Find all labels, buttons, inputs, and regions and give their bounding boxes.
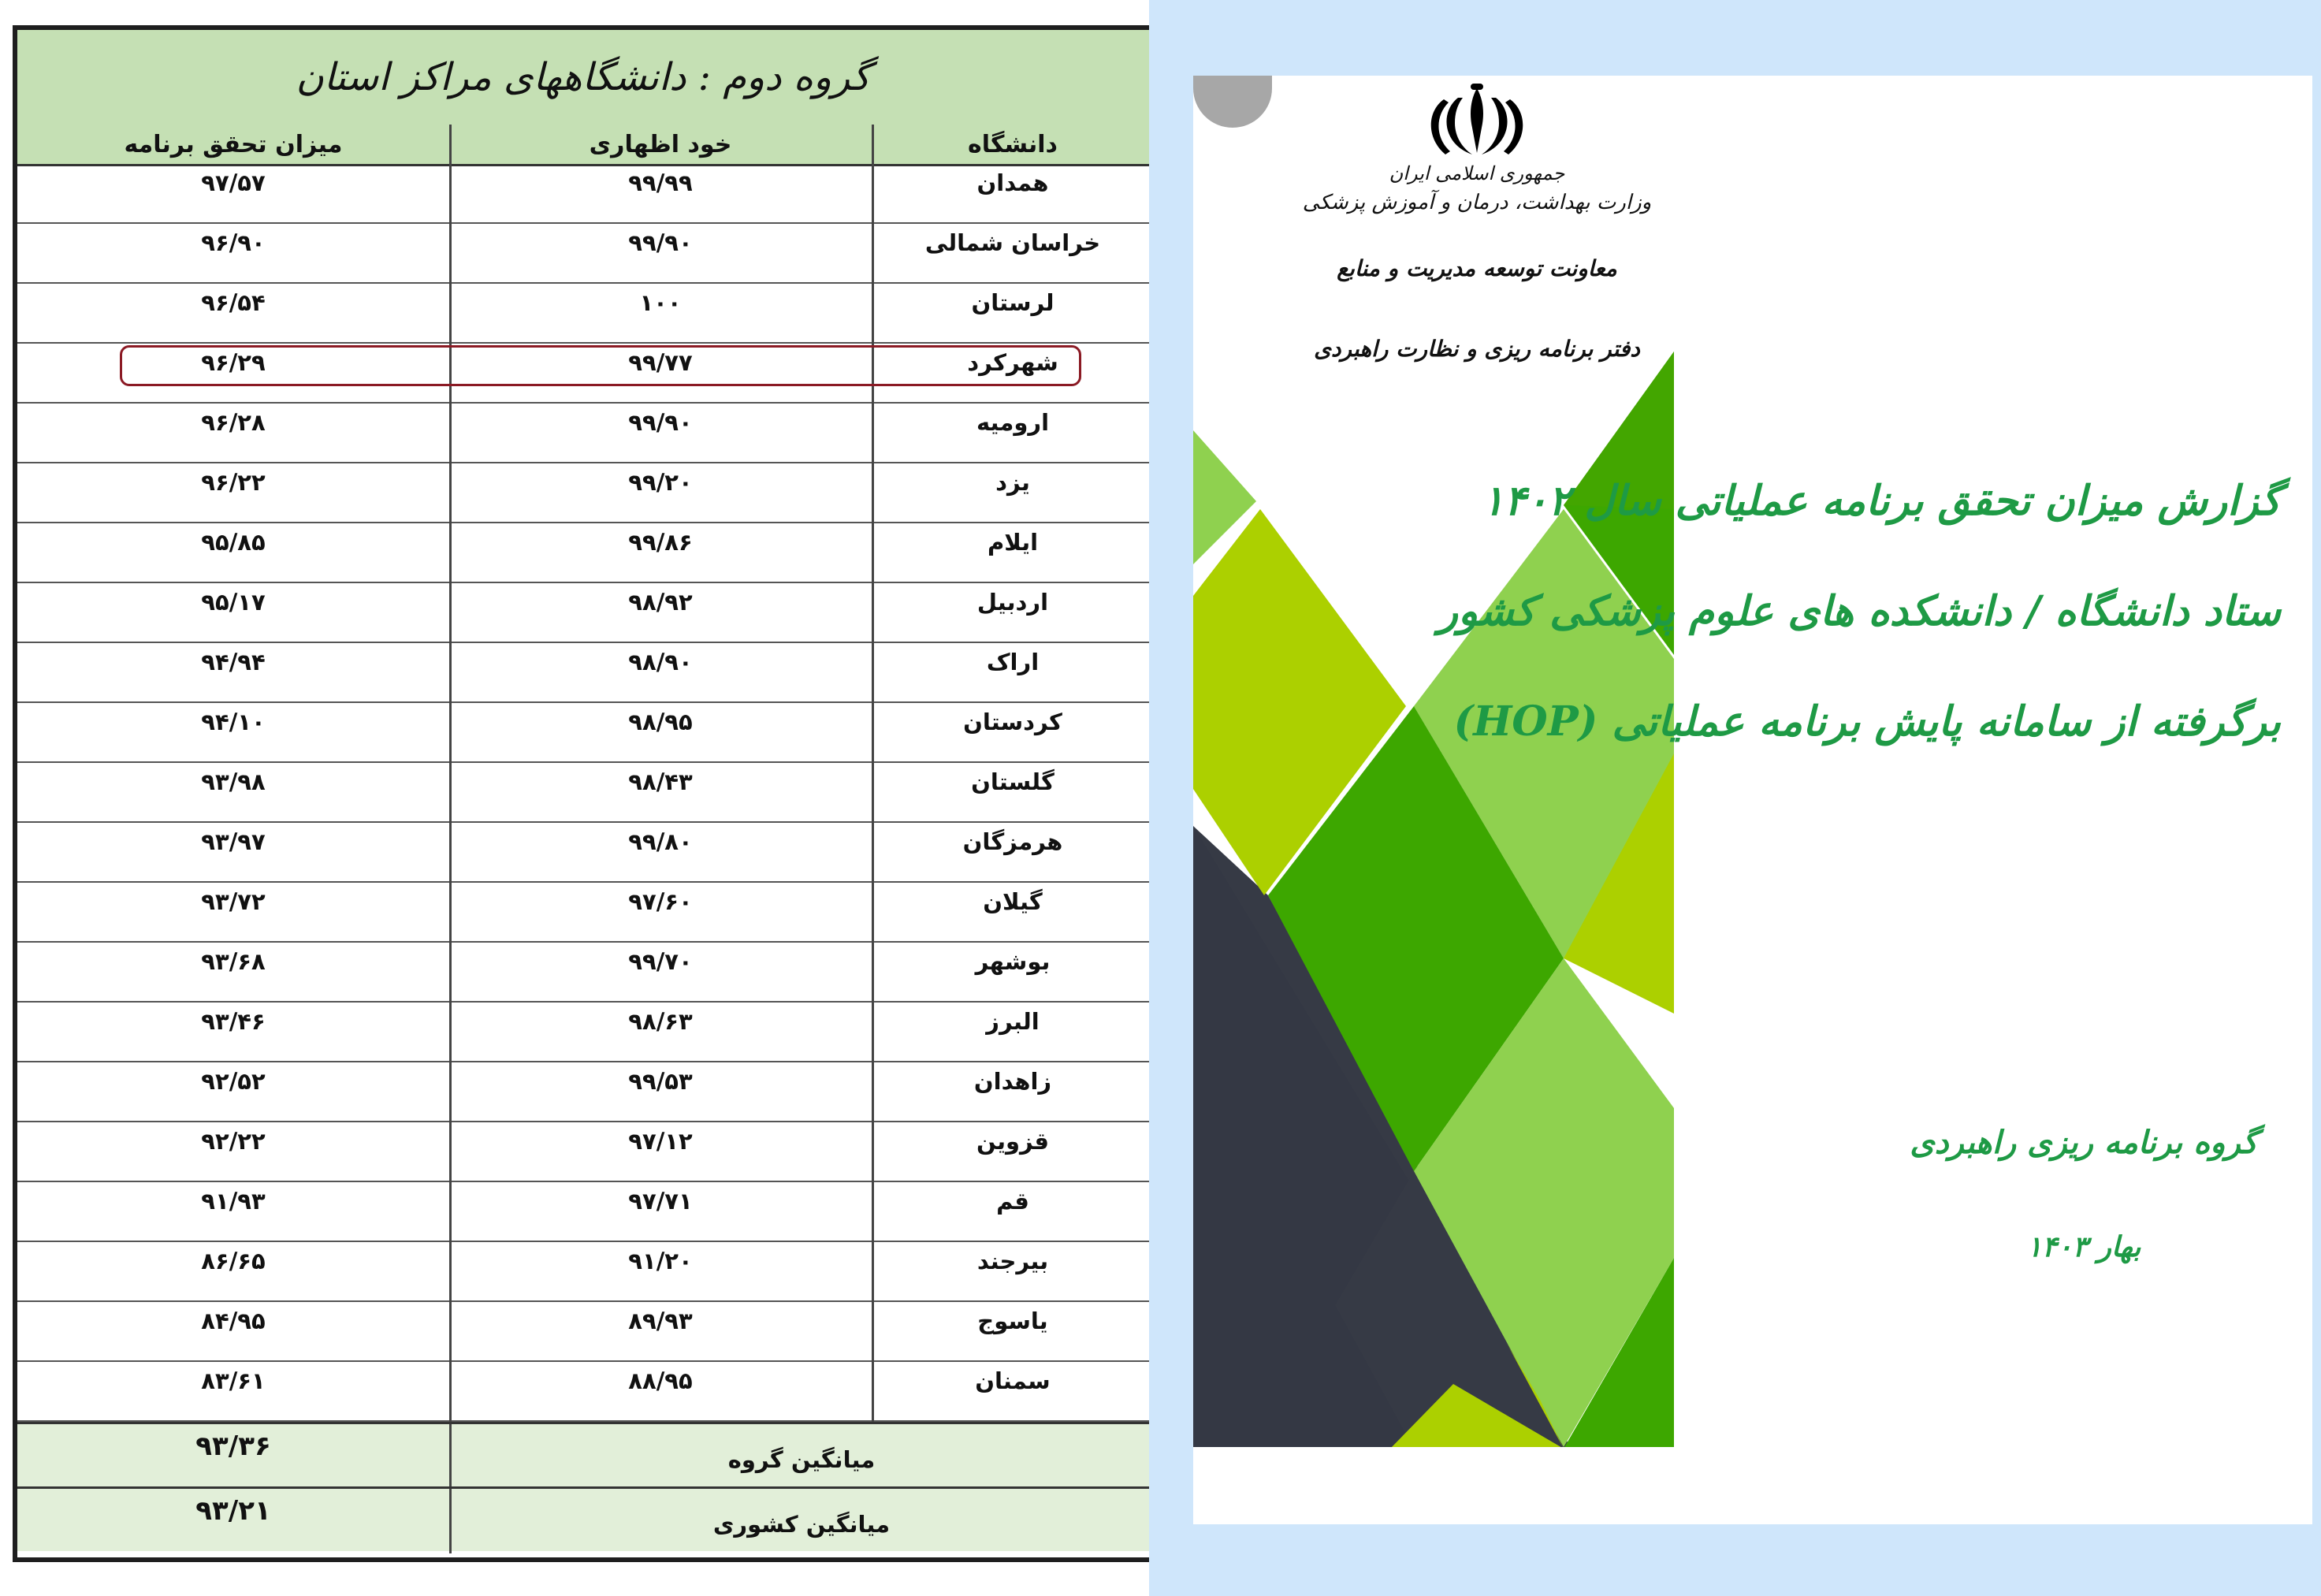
self-report-cell: ۹۸/۴۳ <box>628 768 693 795</box>
achievement-cell: ۹۶/۹۰ <box>201 229 266 256</box>
self-report-cell: ۹۷/۷۱ <box>628 1188 693 1215</box>
achievement-cell: ۸۴/۹۵ <box>201 1308 266 1334</box>
achievement-cell: ۹۶/۲۹ <box>201 349 266 376</box>
self-report-cell: ۹۱/۲۰ <box>628 1248 693 1274</box>
university-cell: قزوین <box>976 1128 1050 1155</box>
achievement-cell: ۹۳/۶۸ <box>201 948 266 975</box>
ministry-name: وزارت بهداشت، درمان و آموزش پزشکی <box>1302 191 1652 214</box>
ranking-table <box>13 25 1149 1562</box>
column-header-university: دانشگاه <box>968 131 1058 158</box>
self-report-cell: ۹۹/۹۰ <box>628 229 693 256</box>
report-title-line-3: برگرفته از سامانه پایش برنامه عملیاتی (HOP) <box>1453 698 2281 746</box>
highlight-outline-shahrekord <box>120 345 1081 386</box>
table-row <box>17 164 1149 224</box>
self-report-cell: ۹۹/۹۰ <box>628 409 693 436</box>
university-cell: کردستان <box>963 709 1062 735</box>
university-cell: یاسوج <box>977 1308 1048 1334</box>
achievement-cell: ۹۵/۱۷ <box>201 589 266 616</box>
table-row <box>17 1362 1149 1422</box>
table-row <box>17 643 1149 703</box>
table-row <box>17 1003 1149 1062</box>
national-average-label: میانگین کشوری <box>712 1511 891 1538</box>
university-cell: البرز <box>986 1008 1040 1035</box>
university-cell: خراسان شمالی <box>924 229 1101 256</box>
university-cell: اردبیل <box>976 589 1049 616</box>
self-report-cell: ۹۹/۷۰ <box>628 948 693 975</box>
self-report-cell: ۹۹/۹۹ <box>628 169 693 196</box>
university-cell: گلستان <box>971 768 1054 795</box>
university-cell: سمنان <box>975 1367 1051 1394</box>
column-divider <box>872 125 874 1422</box>
achievement-cell: ۹۴/۹۴ <box>201 649 266 675</box>
achievement-cell: ۹۳/۴۶ <box>201 1008 266 1035</box>
self-report-cell: ۱۰۰ <box>639 289 682 316</box>
self-report-cell: ۹۹/۷۷ <box>628 349 693 376</box>
report-title-line-2: ستاد دانشگاه / دانشکده های علوم پزشکی کشور <box>1438 587 2281 635</box>
self-report-cell: ۸۸/۹۵ <box>628 1367 693 1394</box>
university-cell: لرستان <box>971 289 1054 316</box>
achievement-cell: ۹۷/۵۷ <box>201 169 266 196</box>
self-report-cell: ۹۸/۹۲ <box>628 589 693 616</box>
achievement-cell: ۸۳/۶۱ <box>201 1367 266 1394</box>
column-divider <box>449 125 452 1422</box>
table-header-row <box>17 125 1149 166</box>
column-header-self-report: خود اظهاری <box>589 131 732 158</box>
self-report-cell: ۸۹/۹۳ <box>628 1308 693 1334</box>
self-report-cell: ۹۹/۸۶ <box>628 529 693 556</box>
university-cell: شهرکرد <box>967 349 1058 376</box>
office-name: دفتر برنامه ریزی و نظارت راهبردی <box>1314 336 1640 362</box>
university-cell: بوشهر <box>975 948 1051 975</box>
achievement-cell: ۹۲/۵۲ <box>201 1068 266 1095</box>
university-cell: زاهدان <box>973 1068 1052 1095</box>
publication-season: بهار ۱۴۰۳ <box>2026 1230 2141 1263</box>
university-cell: بیرجند <box>976 1248 1049 1274</box>
university-cell: گیلان <box>983 888 1043 915</box>
achievement-cell: ۹۲/۲۲ <box>201 1128 266 1155</box>
university-cell: ارومیه <box>976 409 1050 436</box>
achievement-cell: ۹۶/۲۸ <box>201 409 266 436</box>
self-report-cell: ۹۹/۸۰ <box>628 828 693 855</box>
column-header-achievement: میزان تحقق برنامه <box>124 131 343 158</box>
table-row <box>17 883 1149 943</box>
table-row <box>17 1122 1149 1182</box>
university-cell: قم <box>996 1188 1029 1215</box>
ranking-table-panel <box>0 0 1149 1596</box>
table-row <box>17 224 1149 284</box>
table-row <box>17 404 1149 463</box>
achievement-cell: ۹۳/۹۷ <box>201 828 266 855</box>
achievement-cell: ۹۶/۵۴ <box>201 289 266 316</box>
national-average-value: ۹۳/۲۱ <box>195 1495 271 1527</box>
country-name: جمهوری اسلامی ایران <box>1389 162 1565 184</box>
report-title <box>1438 446 2281 777</box>
self-report-cell: ۹۹/۲۰ <box>628 469 693 496</box>
table-row <box>17 703 1149 763</box>
university-cell: هرمزگان <box>962 828 1063 855</box>
group-average-label: میانگین گروه <box>727 1446 876 1473</box>
self-report-cell: ۹۸/۹۰ <box>628 649 693 675</box>
achievement-cell: ۹۶/۲۲ <box>201 469 266 496</box>
table-row <box>17 284 1149 344</box>
table-row <box>17 943 1149 1003</box>
self-report-cell: ۹۷/۶۰ <box>628 888 693 915</box>
table-row <box>17 1302 1149 1362</box>
report-cover-page <box>1193 76 2312 1524</box>
achievement-cell: ۹۳/۷۲ <box>201 888 266 915</box>
achievement-cell: ۹۱/۹۳ <box>201 1188 266 1215</box>
deputy-name: معاونت توسعه مدیریت و منابع <box>1337 255 1617 281</box>
report-title-line-1: گزارش میزان تحقق برنامه عملیاتی سال ۱۴۰۲ <box>1482 477 2281 525</box>
table-title: گروه دوم : دانشگاههای مراکز استان <box>17 30 1149 127</box>
table-row <box>17 763 1149 823</box>
report-cover-panel <box>1149 0 2321 1596</box>
self-report-cell: ۹۸/۹۵ <box>628 709 693 735</box>
group-average-row <box>17 1422 1149 1486</box>
table-row <box>17 463 1149 523</box>
self-report-cell: ۹۹/۵۳ <box>628 1068 693 1095</box>
table-row <box>17 583 1149 643</box>
table-row <box>17 1062 1149 1122</box>
self-report-cell: ۹۷/۱۲ <box>628 1128 693 1155</box>
self-report-cell: ۹۸/۶۳ <box>628 1008 693 1035</box>
achievement-cell: ۸۶/۶۵ <box>201 1248 266 1274</box>
table-row <box>17 823 1149 883</box>
national-average-row <box>17 1486 1149 1551</box>
table-row <box>17 1242 1149 1302</box>
author-group: گروه برنامه ریزی راهبردی <box>1910 1124 2258 1161</box>
university-cell: یزد <box>995 469 1030 496</box>
group-average-value: ۹۳/۳۶ <box>195 1430 271 1462</box>
table-row <box>17 523 1149 583</box>
achievement-cell: ۹۴/۱۰ <box>201 709 266 735</box>
university-cell: اراک <box>986 649 1040 675</box>
university-cell: همدان <box>976 169 1049 196</box>
university-cell: ایلام <box>987 529 1039 556</box>
achievement-cell: ۹۳/۹۸ <box>201 768 266 795</box>
achievement-cell: ۹۵/۸۵ <box>201 529 266 556</box>
table-row <box>17 1182 1149 1242</box>
